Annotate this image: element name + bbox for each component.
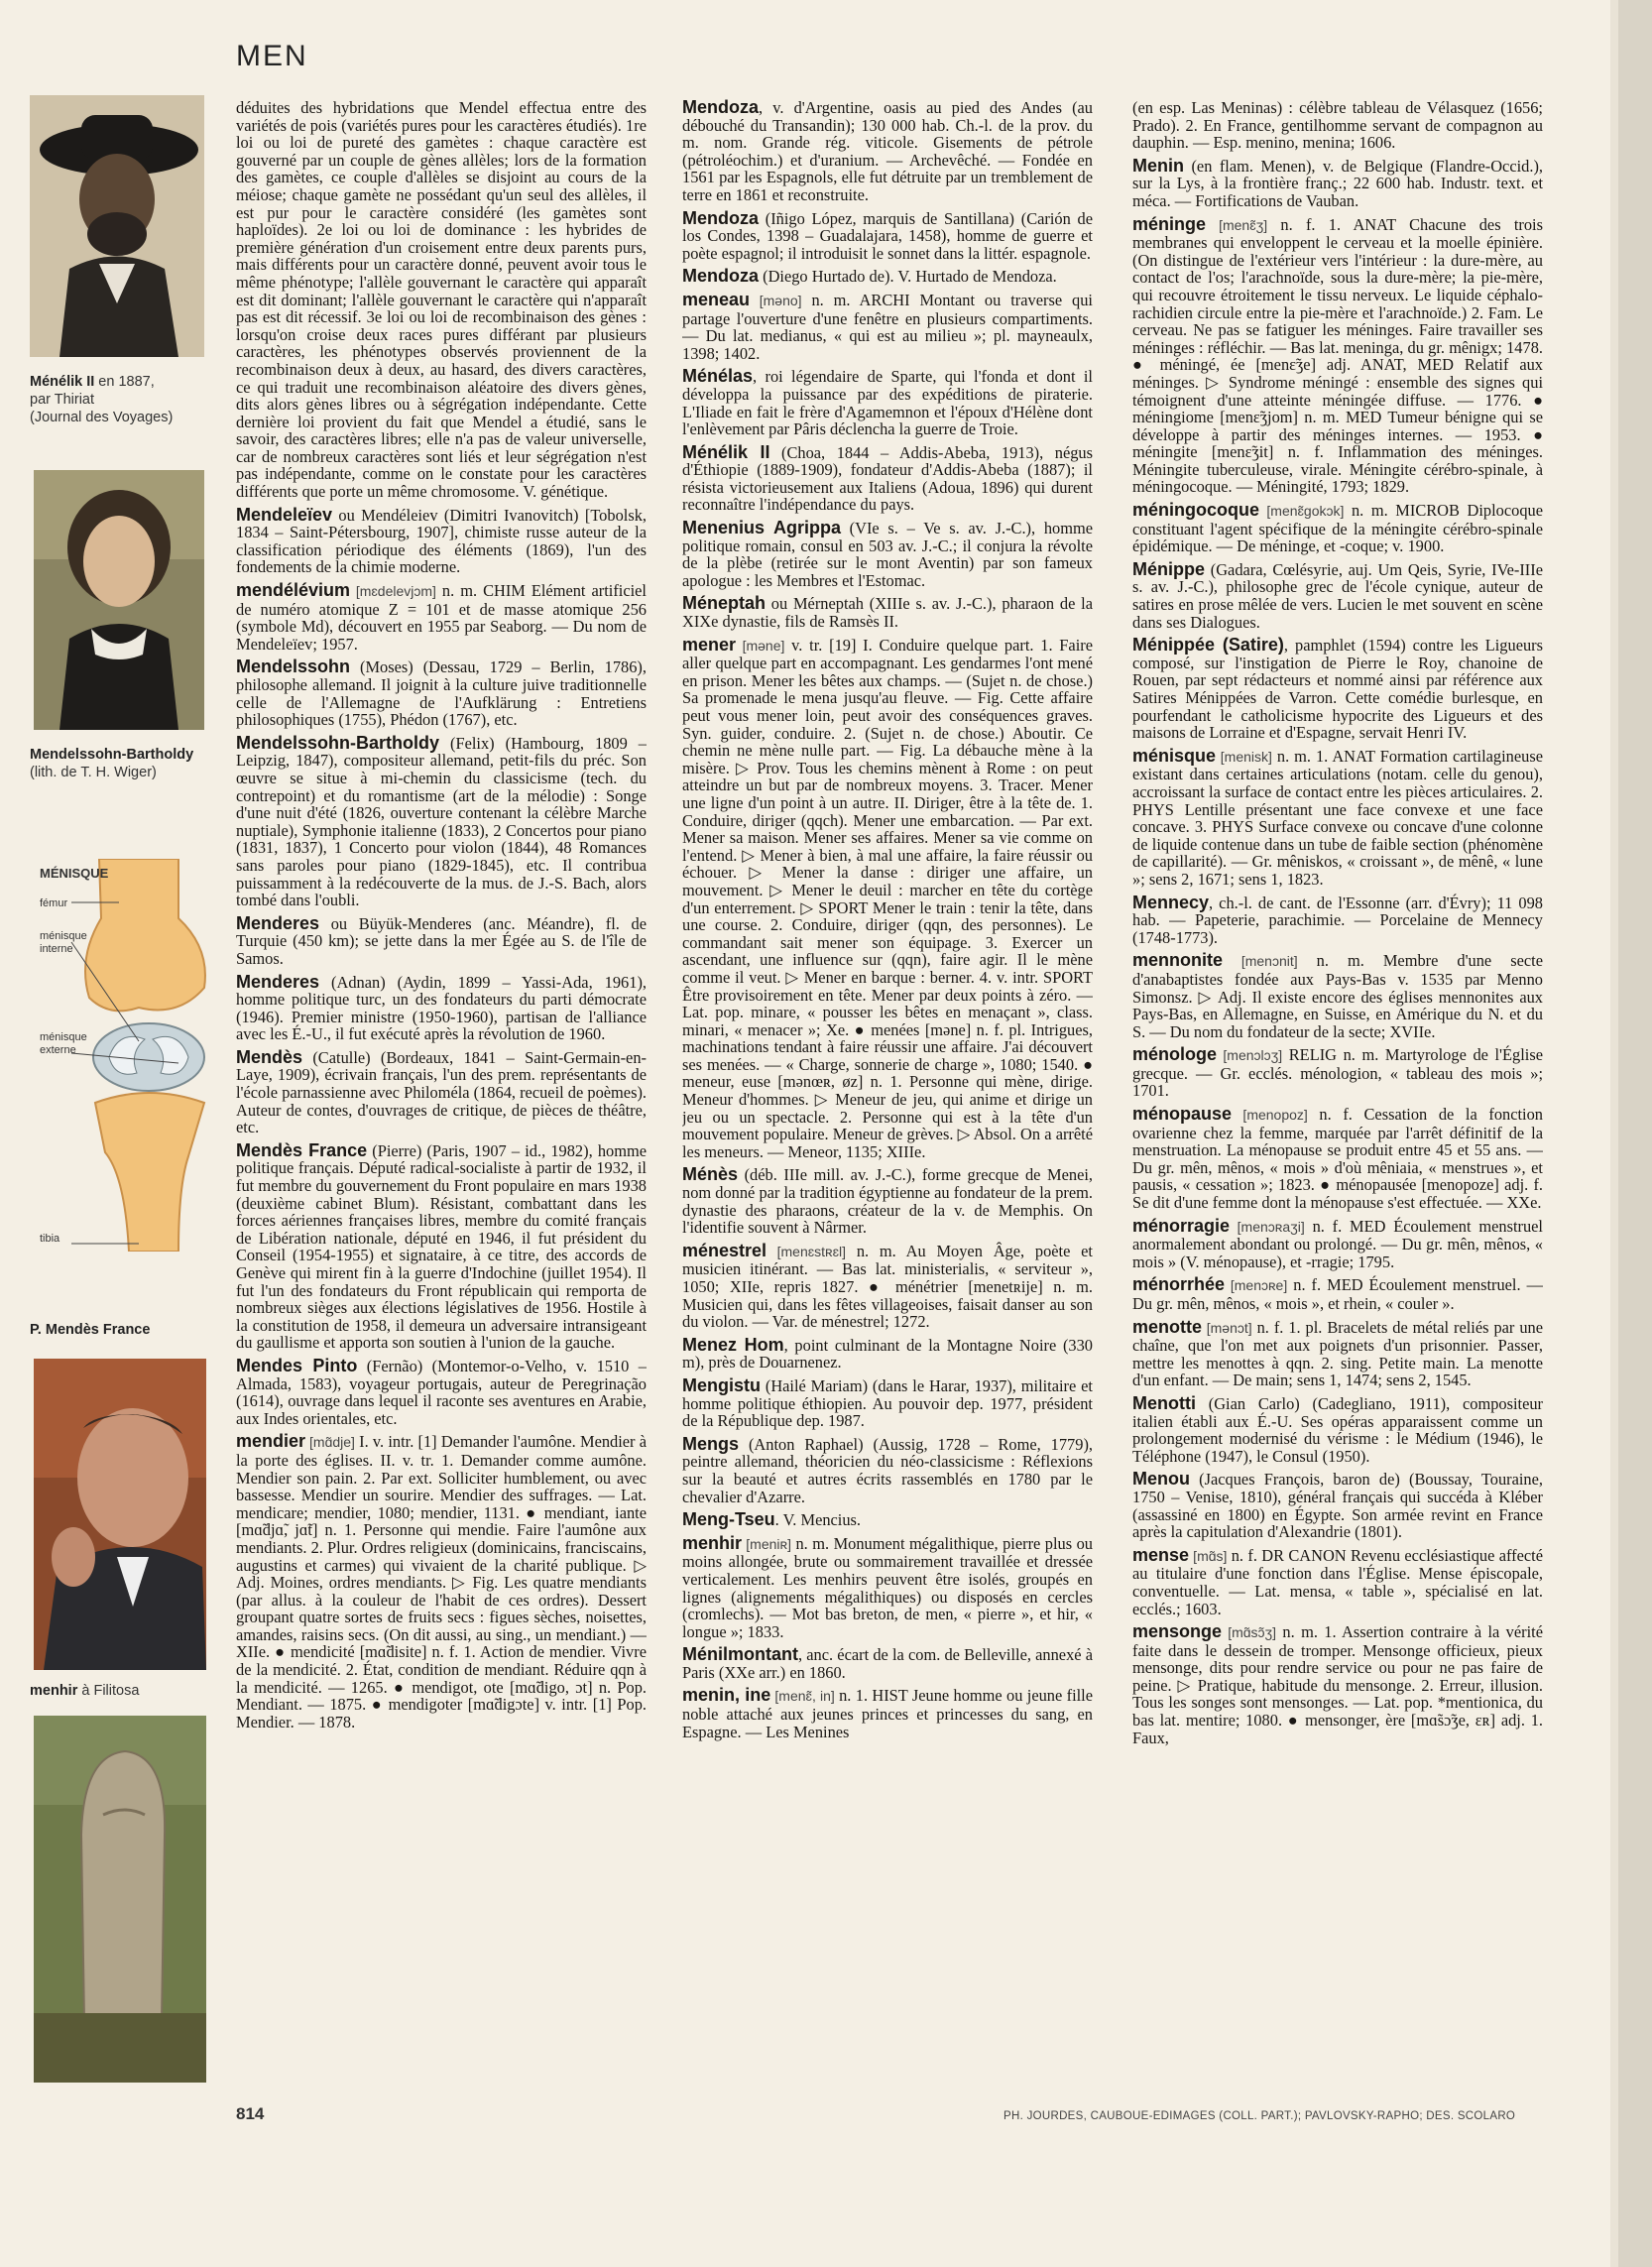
entry-definition: n. 1. HIST Jeune homme ou jeune fille noble attaché aux jeunes princes et princesses du sang, en Espagne. — Les Menines [682,1686,1093,1741]
entry-definition: , point culminant de la Montagne Noire (330 m), près de Douarnenez. [682,1335,1093,1372]
dictionary-entry [1132,1276,1543,1312]
dictionary-entry [682,1511,1093,1529]
entry-headword: Menou [1132,1469,1190,1490]
menisque-label-externe: ménisque externe [40,1031,87,1056]
entry-definition: , anc. écart de la com. de Belleville, annexé à Paris (XXe arr.) en 1860. [682,1645,1093,1682]
caption-mendelssohn-name: Mendelssohn-Bartholdy [30,747,194,763]
dictionary-entry [236,504,647,577]
entry-headword: mensonge [1132,1621,1223,1642]
caption-menhir-name: menhir [30,1683,78,1699]
entry-definition: n. m. ARCHI Montant ou traverse qui partage l'ouverture d'une fenêtre en plusieurs compartiments. — Du lat. medianus, « qui est au milieu »; pl. mayneaulx, 1398; 1402. [682,290,1093,363]
entry-headword: Mendeleïev [236,504,333,525]
entry-pronunciation: [menɔʀe] [1225,1277,1288,1294]
entry-headword: Menez Hom [682,1334,784,1355]
entry-definition: déduites des hybridations que Mendel effectua entre des variétés de pois (variétés pures pour les caractères étudiés). 1re loi ou loi de pureté des gamètes : chaque caractère est gouverné par un couple de gènes allèles; lors de la formation des gamètes, ce couple d'allèles se disjoint au cours de la méiose; chaque gamète ne possédant qu'un seul des allèles, il est pur pour le caractère considéré (les gamètes sont haploïdes). 2e loi ou loi de dominance : les hybrides de première génération d'un croisement entre deux parents purs, mais différents pour un caractère donné, peuvent avoir tous le même phénotype; l'allèle gouvernant le caractère qui apparaît est dit dominant; l'allèle gouvernant le caractère qui n'apparaît pas est dit récessif. 3e loi ou loi de recombinaison des gènes : lorsqu'on croise deux races pures différant par plusieurs caractères, les phénotypes observés proviennent de la recombinaison deux à deux, au hasard, des divers caractères, ce qui traduit une recombinaison aléatoire des divers gènes, dits alors gènes libres ou à ségrégation indépendante. Cette dernière loi provient du fait que Mendel a étudié, sans le savoir, des caractères libres; elle n'a pas de valeur universelle, car de nombreux caractères sont liés et leur ségrégation n'est pas indépendante, comme on le constate pour les caractères différents que porte un même chromosome. V. génétique. [236,99,647,502]
dictionary-entry [682,1433,1093,1506]
entry-headword: meneau [682,289,751,309]
menisque-label-femur: fémur [40,897,68,909]
dictionary-entry [1132,637,1543,742]
dictionary-entry [1132,745,1543,889]
entry-headword: Ménélik II [682,441,770,462]
entry-definition: n. m. CHIM Elément artificiel de numéro atomique Z = 101 et de masse atomique 256 (symbole Md), découvert en 1955 par Seaborg. — Du nom de Mendeleïev; 1957. [236,581,647,654]
dictionary-entry [682,1166,1093,1236]
entry-headword: ménologe [1132,1044,1218,1065]
menisque-label-tibia: tibia [40,1233,60,1245]
running-header: MEN [236,40,308,72]
entry-headword: ménopause [1132,1104,1233,1125]
entry-definition: ou Büyük-Menderes (anc. Méandre), fl. de Turquie (450 km); se jette dans la mer Égée au S. de l'île de Samos. [236,913,647,968]
entry-pronunciation: [menopoz] [1232,1107,1308,1124]
entry-pronunciation: [məne] [736,637,785,654]
portrait-menelik-image [30,95,204,357]
menhir-image [34,1716,206,2083]
dictionary-entry [682,1374,1093,1431]
entry-definition: ou Mendéleiev (Dimitri Ivanovitch) [Tobolsk, 1834 – Saint-Pétersbourg, 1907], chimiste russe auteur de la classification périodique des éléments (1869), l'un des fondements de la chimie moderne. [236,505,647,577]
entry-definition: , v. d'Argentine, oasis au pied des Andes (au débouché du Transandin); 130 000 hab. Ch.-l. de la prov. du m. nom. Grande rég. viticole. Gisements de pétrole (pétroléochim.) et d'uranium. — Archevêché. — Fondée en 1561 par les Espagnols, elle fut détruite par un tremblement de terre en 1861 et reconstruite. [682,99,1093,204]
entry-headword: ménestrel [682,1240,767,1260]
caption-menelik [30,373,228,426]
entry-headword: mense [1132,1544,1190,1565]
entry-definition: n. m. 1. ANAT Formation cartilagineuse existant dans certaines articulations (notam. celle du genou), accroissant la surface de contact entre les pièces articulaires. 2. PHYS Lentille présentant une face convexe et une face concave. 3. PHYS Surface convexe ou concave d'une colonne de liquide contenue dans un tube de faible section (phénomène de capillarité). — Gr. mêniskos, « croissant », de mênê, « lune »; sens 2, 1671; sens 1, 1823. [1132,746,1543,889]
entry-headword: Ménélas [682,366,754,387]
dictionary-entry [682,207,1093,263]
entry-definition: n. f. MED Écoulement menstruel. — Du gr. mên, mênos, « mois », et rhein, « couler ». [1132,1275,1543,1313]
dictionary-entry [1132,558,1543,632]
entry-pronunciation: [mɛdelevjɔm] [350,583,436,600]
entry-definition: (en esp. Las Meninas) : célèbre tableau de Vélasquez (1656; Prado). 2. En France, gentilhomme servant de compagnon au dauphin. — Esp. menino, menina; 1606. [1132,99,1543,153]
dictionary-entry [1132,213,1543,497]
entry-headword: Mengistu [682,1374,761,1395]
entry-definition: (en flam. Menen), v. de Belgique (Flandre-Occid.), sur la Lys, à la frontière franç.; 22 600 hab. Industr. text. et méca. — Fortifications de Vauban. [1132,156,1543,210]
entry-definition: (VIe s. – Ve s. av. J.-C.), homme politique romain, consul en 503 av. J.-C.; il conjura la révolte de la plèbe (retirée sur le mont Aventin) par son fameux apologue : les Membres et l'Estomac. [682,519,1093,590]
dictionary-entry [1132,1623,1543,1746]
entry-definition: (Hailé Mariam) (dans le Harar, 1937), militaire et homme politique éthiopien. Au pouvoir dep. 1977, président de la République dep. 1987. [682,1375,1093,1431]
entry-headword: ménisque [1132,745,1217,766]
entry-headword: méningocoque [1132,500,1260,521]
entry-headword: Menin [1132,155,1184,176]
dictionary-entry [236,912,647,968]
entry-pronunciation: [mɑ̃dje] [305,1434,355,1451]
menisque-label-interne: ménisque interne [40,930,87,955]
entry-headword: Menenius Agrippa [682,518,841,538]
entry-definition: (Iñigo López, marquis de Santillana) (Carión de los Condes, 1398 – Guadalajara, 1458), homme de guerre et poète espagnol; il introduisit le sonnet dans la littér. espagnole. [682,208,1093,263]
entry-headword: Menderes [236,971,320,992]
dictionary-entry [682,634,1093,1161]
entry-pronunciation: [menɛ̃ʒ] [1206,216,1268,233]
entry-headword: menotte [1132,1316,1203,1337]
photo-credits: PH. JOURDES, CAUBOUE-EDIMAGES (COLL. PART.); PAVLOVSKY-RAPHO; DES. SCOLARO [1003,2110,1516,2122]
entry-headword: mendélévium [236,580,351,601]
entry-definition: RELIG n. m. Martyrologe de l'Église grecque. — Gr. ecclés. ménologion, « tableau des mois »; 1701. [1132,1045,1543,1101]
entry-headword: Mendes Pinto [236,1355,358,1375]
dictionary-entry [682,368,1093,437]
entry-headword: mennonite [1132,950,1224,971]
entry-headword: Meng-Tseu [682,1509,775,1530]
portrait-mendelssohn-image [34,470,204,730]
entry-pronunciation: [menɛstʀɛl] [767,1243,847,1259]
dictionary-entry [236,99,647,501]
dictionary-entry [682,1687,1093,1740]
entry-headword: Menderes [236,912,320,933]
entry-pronunciation: [menɛ̃, in] [770,1688,835,1705]
entry-headword: mendier [236,1431,306,1452]
text-column-2 [682,99,1093,2102]
entry-definition: , ch.-l. de cant. de l'Essonne (arr. d'Évry); 11 098 hab. — Papeterie, parachimie. — Porcelaine de Mennecy (1748-1773). [1132,893,1543,947]
page-edge-inner [1610,0,1618,2267]
entry-headword: Mendoza [682,207,760,228]
dictionary-entry [236,1139,647,1353]
entry-pronunciation: [menɔlɔʒ] [1217,1047,1283,1064]
entry-headword: ménorrhée [1132,1274,1226,1295]
dictionary-entry [682,1646,1093,1681]
dictionary-entry [1132,1106,1543,1212]
entry-definition: . V. Mencius. [774,1510,862,1530]
caption-menhir-rest: à Filitosa [77,1683,140,1699]
entry-headword: Mendelssohn-Bartholdy [236,732,440,753]
entry-definition: n. f. DR CANON Revenu ecclésiastique affecté au titulaire d'une fonction dans l'Église. Mense épiscopale, conventuelle. — Lat. mensa, « table », spécialisé en lat. ecclés.; 1603. [1132,1545,1543,1618]
entry-headword: méninge [1132,213,1207,234]
dictionary-entry [1132,502,1543,555]
entry-definition: n. f. MED Écoulement menstruel anormalement abondant ou prolongé. — Du gr. mên, mênos, « mois » (V. ménopause), et -rragie; 1795. [1132,1216,1543,1271]
dictionary-entry [1132,99,1543,152]
dictionary-entry [682,1532,1093,1641]
entry-definition: n. f. 1. pl. Bracelets de métal reliés par une chaîne, que l'on met aux poignets d'un prisonnier. Passer, mettre les menottes à qqn. 2. sing. Petite main. La menotte d'un enfant. — De main; sens 1, 1474; sens 2, 1545. [1132,1317,1543,1390]
dictionary-entry [236,971,647,1044]
text-column-3 [1132,99,1543,2102]
dictionary-entry [1132,1316,1543,1390]
dictionary-entry [1132,892,1543,947]
entry-pronunciation: [menɔnit] [1223,953,1298,970]
entry-definition: v. tr. [19] I. Conduire quelque part. 1. Faire aller quelque part en accompagnant. Les gendarmes l'ont mené en prison. Mener les bêtes aux champs. — (Sujet n. de chose.) Sa promenade le mena jusqu'au fleuve. — Fig. Cette affaire peut vous mener loin, peut avoir des conséquences graves. Syn. guider, conduire. 2. (Sujet n. de chose.) Aboutir. Ce chemin ne mène nulle part. — Fig. La débauche mène à la misère. ▷ Prov. Tous les chemins mènent à Rome : on peut atteindre un but par de nombreux moyens. 3. Tracer. Mener une ligne d'un point à un autre. II. Diriger, être à la tête de. 1. Conduire, diriger (qqch). Mener une embarcation. — Par ext. Mener sa maison. Mener ses affaires. Mener sa vie comme on l'entend. ▷ Mener à bien, à mal une affaire, la faire réussir ou échouer. ▷ Mener la danse : diriger une affaire, un mouvement. ▷ Mener le deuil : marcher en tête du cortège d'un enterrement. ▷ SPORT Mener le train : tenir la tête, dans une course. 2. Conduire, diriger (qqn, des personnes). Le commandant sait mener son équipage. 3. Exercer un ascendant, une influence sur (qqn), faire agir. Il le mène comme il veut. ▷ Mener en barque : berner. 4. v. intr. SPORT Être provisoirement en tête. Mener par deux points à zéro. — Lat. pop. minare, « pousser les bêtes en menaçant », class. minari, « menacer »; Xe. ● menées [məne] n. f. pl. Intrigues, machinations tendant à faire réussir une affaire. J'ai découvert ses menées. — « Charge, sonnerie de charge », 1080; 1540. ● meneur, euse [mənœʀ, øz] n. 1. Personne qui mène, dirige. Meneur d'hommes. ▷ Meneur de jeu, qui anime et dirige un jeu ou un spectacle. 2. Personne qui est à la tête d'un mouvement populaire. Meneur de grèves. ▷ Absol. On a arrêté les meneurs. — Meneor, 1135; XIIIe. [682,635,1093,1161]
entry-definition: n. m. Membre d'une secte d'anabaptistes fondée aux Pays-Bas v. 1535 par Menno Simonsz. ▷ Adj. Il existe encore des églises mennonites aux Pays-Bas, en Allemagne, en Suisse, en Amérique du N. et du S. — Du nom du fondateur de la secte; XVIIe. [1132,951,1543,1041]
entry-headword: Méneptah [682,593,767,614]
entry-definition: (Jacques François, baron de) (Boussay, Touraine, 1750 – Venise, 1810), général français qui succéda à Kléber (assassiné en 1800) en Égypte. Son armée revint en France après la capitulation d'Alexandrie (1801). [1132,1470,1543,1542]
dictionary-entry [682,99,1093,204]
entry-definition: (Adnan) (Aydin, 1899 – Yassi-Ada, 1961), homme politique turc, un des fondateurs du parti démocrate (1946). Premier ministre (1950-1960), partisan de l'alliance avec les É.-U., il fut exécuté après la révolution de 1960. [236,972,647,1044]
dictionary-entry [236,1046,647,1137]
dictionary-entry [1132,1471,1543,1540]
entry-headword: Mendès France [236,1139,368,1160]
dictionary-entry [1132,1046,1543,1100]
entry-definition: n. m. Au Moyen Âge, poète et musicien itinérant. — Bas lat. ministerialis, « serviteur », 1050; XIIe, repris 1827. ● ménétrier [menetʀije] n. m. Musicien qui, dans les fêtes villageoises, faisait danser au son du violon. — Var. de ménestrel; 1272. [682,1241,1093,1332]
dictionary-entry [682,268,1093,286]
dictionary-entry [236,582,647,653]
caption-mendes-france-name: P. Mendès France [30,1322,151,1338]
entry-headword: Mendoza [682,99,760,117]
entry-definition: , roi légendaire de Sparte, qui l'fonda et dont il développa la puissance par des expéditions de piraterie. L'Iliade en fait le frère d'Agamemnon et l'époux d'Hélène dont l'enlèvement par Pâris déclencha la guerre de Troie. [682,367,1093,439]
dictionary-entry [682,1240,1093,1332]
entry-definition: (Diego Hurtado de). V. Hurtado de Mendoza. [759,267,1057,287]
entry-definition: (Gian Carlo) (Cadegliano, 1911), compositeur italien établi aux É.-U. Ses opéras apparaissent comme un prolongement modernisé du vérisme : le Médium (1946), le Téléphone (1947), le Consul (1950). [1132,1393,1543,1466]
entry-pronunciation: [məno] [750,292,802,308]
entry-definition: I. v. intr. [1] Demander l'aumône. Mendier à la porte des églises. II. v. tr. 1. Demander comme aumône. Mendier son pain. 2. Par ext. Solliciter humblement, ou avec bassesse. Mendier un sourire. Mendier des suffrages. — Lat. mendicare; mendier, 1080; mendier, 1131. ● mendiant, iante [mɑ̃djɑ̃, jɑ̃t] n. 1. Personne qui mendie. Faire l'aumône aux mendiants. 2. Plur. Ordres religieux (dominicains, franciscains, augustins et carmes) qui vivaient de la charité publique. ▷ Adj. Moines, ordres mendiants. ▷ Fig. Les quatre mendiants (par allus. à la couleur de l'habit de ces ordres). Dessert groupant quatre sortes de fruits secs : figues sèches, noisettes, amandes, raisins secs. (On dit aussi, au sing., un mendiant.) — XIIe. ● mendicité [mɑ̃disite] n. f. 1. Action de mendier. Vivre de la mendicité. 2. État, condition de mendiant. Réduire qqn à la mendicité. — 1265. ● mendigot, ote [mɑ̃digo, ɔt] n. Pop. Mendiant. — 1875. ● mendigoter [mɑ̃digɔte] v. intr. [1] Pop. Mendier. — 1878. [236,1432,647,1731]
entry-headword: Mendès [236,1046,303,1067]
entry-headword: Mengs [682,1433,740,1454]
caption-mendelssohn-rest: (lith. de T. H. Wiger) [30,765,157,780]
entry-definition: (Choa, 1844 – Addis-Abeba, 1913), négus d'Éthiopie (1889-1909), fondateur d'Addis-Abeba (1887); il résista victorieusement aux Italiens (Adoua, 1896) qui durent reconnaître l'indépendance du pays. [682,442,1093,515]
entry-headword: mener [682,634,737,655]
caption-mendelssohn [30,746,238,781]
entry-definition: n. m. Monument mégalithique, pierre plus ou moins allongée, brute ou sommairement travaillée et dressée verticalement. Les menhirs peuvent être isolés, groupés en lignes (alignements mégalithiques) ou disposés en cercles (cromlechs). — Mot bas breton, de men, « pierre », et hir, « longue »; 1833. [682,1533,1093,1641]
entry-definition: (Pierre) (Paris, 1907 – id., 1982), homme politique français. Député radical-socialiste à partir de 1932, il fut membre du gouvernement du Front populaire en mars 1938 (deuxième cabinet Blum). Résistant, combattant dans les forces aériennes françaises libres, membre du comité français de Libération nationale, député en 1946, il fut président du Conseil (1954-1955) et signataire, à ce titre, des accords de Genève qui mirent fin à la guerre d'Indochine (juillet 1954). Il fut l'un des fondateurs du Front républicain qui remporta de nombreux sièges aux élections législatives de 1956. Hostile à la constitution de 1958, il demeura un adversaire intransigeant du gaullisme et apporta son soutien à l'union de la gauche. [236,1140,647,1353]
dictionary-entry [236,1433,647,1730]
entry-pronunciation: [mɑ̃s] [1189,1547,1228,1564]
entry-definition: ou Mérneptah (XIIIe s. av. J.-C.), pharaon de la XIXe dynastie, fils de Ramsès II. [682,594,1093,632]
entry-headword: Menotti [1132,1392,1196,1413]
caption-mendes-france [30,1321,228,1339]
dictionary-entry [236,1355,647,1428]
dictionary-entry [1132,155,1543,210]
portrait-mendes-france-image [34,1359,206,1670]
menisque-title: MÉNISQUE [40,866,109,881]
entry-definition: (Gadara, Cœlésyrie, auj. Um Qeis, Syrie, IVe-IIIe s. av. J.-C.), philosophe grec de l'école cynique, auteur de satires en prose mêlée de vers. Lucien le met souvent en scène dans ses Dialogues. [1132,559,1543,632]
entry-definition: (Fernão) (Montemor-o-Velho, v. 1510 – Almada, 1583), voyageur portugais, auteur de Peregrinação (1614), ouvrage dans lequel il raconte ses aventures en Arabie, aux Indes orientales, etc. [236,1356,647,1428]
caption-menelik-rest: en 1887, par Thiriat (Journal des Voyages) [30,374,174,425]
text-column-1 [236,99,647,2102]
entry-pronunciation: [menɛ̃gokɔk] [1259,503,1345,520]
entry-definition: (Catulle) (Bordeaux, 1841 – Saint-Germain-en-Laye, 1909), écrivain français, l'un des prem. représentants de l'école parnassienne avec Philoméla (1864, recueil de poèmes). Auteur de contes, d'ouvrages de critique, de pièces de théâtre, etc. [236,1047,647,1137]
entry-definition: n. f. 1. ANAT Chacune des trois membranes qui enveloppent le cerveau et la moelle épinière. (On distingue de l'extérieur vers l'intérieur : la dure-mère, au contact de l'os; l'arachnoïde, sous la dure-mère; la pie-mère, qui recouvre étroitement le tissu nerveux. Le liquide céphalo-rachidien circule entre la pie-mère et l'arachnoïde.) 2. Fam. Le cerveau. Ne pas se fatiguer les méninges. Faire travailler ses méninges : réfléchir. — Bas lat. meninga, du gr. mênigx; 1478. ● méningé, ée [menɛ̃ʒe] adj. ANAT, MED Relatif aux méninges. ▷ Syndrome méningé : ensemble des signes qui témoignent d'une atteinte méningée diffuse. — 1776. ● méningiome [menɛ̃ʒjom] n. m. MED Tumeur bénigne qui se développe à partir des méninges internes. — 1953. ● méningite [menɛ̃ʒit] n. f. Inflammation des méninges. Méningite tuberculeuse, virale. Méningite cérébro-spinale, à méningocoque. — Méningité, 1793; 1829. [1132,214,1543,497]
entry-headword: Ménilmontant [682,1644,798,1665]
entry-headword: Mennecy [1132,892,1210,912]
entry-headword: Mendelssohn [236,656,351,677]
dictionary-entry [682,1334,1093,1372]
entry-definition: (Moses) (Dessau, 1729 – Berlin, 1786), philosophe allemand. Il joignit à la culture juive traditionnelle celle de l'Allemagne de l'Aufklärung : Entretiens philosophiques (1755), Phédon (1767), etc. [236,657,647,730]
caption-menelik-name: Ménélik II [30,374,95,390]
dictionary-entry [1132,1215,1543,1271]
entry-headword: Ménès [682,1164,739,1185]
dictionary-entry [236,658,647,728]
dictionary-entry [1132,1392,1543,1466]
entry-definition: n. f. Cessation de la fonction ovarienne chez la femme, marquée par l'arrêt définitif de la menstruation. La ménopause se produit entre 45 et 55 ans. — Du gr. mên, mênos, « mois » d'où mêniaia, « menstrues », et pausis, « cessation »; 1823. ● ménopausée [menopoze] adj. f. Se dit d'une femme dont la ménopause s'est effectuée. — XXe. [1132,1105,1543,1213]
entry-pronunciation: [mənɔt] [1202,1319,1252,1336]
entry-definition: (Felix) (Hambourg, 1809 – Leipzig, 1847), compositeur allemand, petit-fils du préc. Son œuvre se situe à mi-chemin du classicisme (tech. du contrepoint) et du romantisme (art de la mélodie) : Songe d'une nuit d'été (1826, ouverture contenant la célèbre Marche nuptiale), Symphonie italienne (1833), 2 Concertos pour piano (1831, 1837), 1 Concerto pour violon (1844), 48 Romances sans paroles pour piano (1829-1845), etc. Il contribua puissamment à la redécouverte de la mus. de J.-S. Bach, alors tombé dans l'oubli. [236,733,647,910]
dictionary-entry [682,595,1093,630]
page-number: 814 [236,2104,265,2123]
entry-headword: Mendoza [682,266,760,287]
entry-headword: menhir [682,1532,743,1553]
dictionary-entry [1132,1544,1543,1618]
dictionary-entry [682,441,1093,515]
page-edge [1618,0,1652,2267]
entry-headword: Ménippée (Satire) [1132,635,1284,656]
dictionary-entry [682,520,1093,589]
entry-pronunciation: [mɑ̃sɔ̃ʒ] [1222,1624,1277,1641]
dictionary-entry [682,289,1093,363]
entry-headword: ménorragie [1132,1215,1231,1236]
entry-headword: Ménippe [1132,558,1206,579]
entry-pronunciation: [menɔʀaʒi] [1230,1218,1305,1235]
entry-pronunciation: [meniʀ] [742,1535,791,1552]
entry-definition: , pamphlet (1594) contre les Ligueurs composé, sur l'instigation de Pierre le Roy, chanoine de Rouen, par sept rédacteurs et nommé ainsi par référence aux Satires Ménippées de Varron. Cette comédie burlesque, en pourfendant le catholicisme hypocrite des Ligueurs et des maisons de Lorraine et d'Espagne, servait Henri IV. [1132,636,1543,743]
entry-definition: n. m. 1. Assertion contraire à la vérité faite dans le dessein de tromper. Mensonge officieux, pieux mensonge, dits pour rendre service ou pour ne pas faire de peine. ▷ Pratique, habitude du mensonge. 2. Erreur, illusion. Tous les songes sont mensonges. — Lat. pop. *mentionica, du bas lat. mentire; 1080. ● mensonger, ère [mɑ̃sɔ̃ʒe, ɛʀ] adj. 1. Faux, [1132,1622,1543,1747]
caption-menhir [30,1682,228,1700]
entry-definition: n. m. MICROB Diplocoque constituant l'agent spécifique de la méningite cérébro-spinale épidémique. — De méninge, et -coque; v. 1900. [1132,501,1543,556]
entry-pronunciation: [menisk] [1216,748,1272,765]
dictionary-entry [1132,952,1543,1040]
entry-definition: (Anton Raphael) (Aussig, 1728 – Rome, 1779), peintre allemand, théoricien du néo-classicisme : Réflexions sur la beauté et autres écrits rassemblés en 1780 par le chevalier d'Azarre. [682,1434,1093,1506]
entry-headword: menin, ine [682,1685,771,1706]
dictionary-entry [236,732,647,910]
entry-definition: (déb. IIIe mill. av. J.-C.), forme grecque de Menei, nom donné par la tradition égyptienne au fondateur de la prem. dynastie des pharaons, créateur de la v. de Memphis. On l'identifie souvent à Nârmer. [682,1165,1093,1238]
